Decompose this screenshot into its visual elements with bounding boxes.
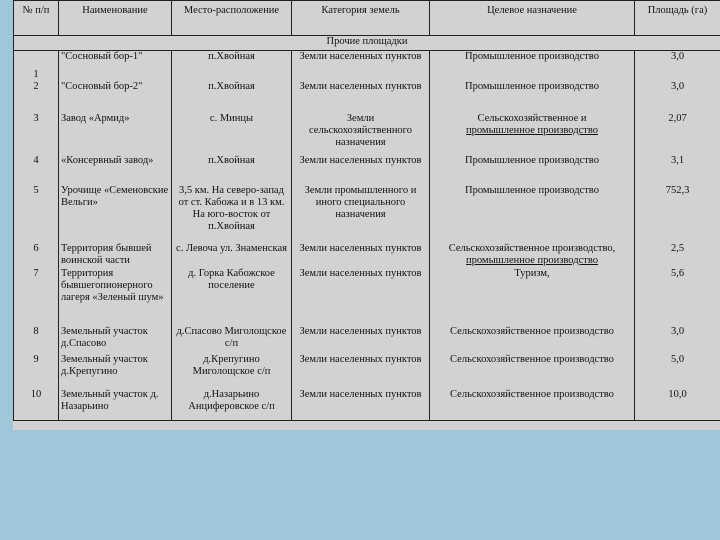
row-area: 10,0 bbox=[635, 389, 720, 421]
document-sheet bbox=[13, 0, 720, 430]
header-location: Место-расположение bbox=[172, 1, 292, 36]
row-location: д.Крепугино Миголощское с/п bbox=[172, 354, 292, 389]
row-purpose-line1: Сельскохозяйственное и bbox=[477, 112, 587, 124]
row-purpose bbox=[430, 243, 635, 268]
row-num: 1 bbox=[14, 51, 59, 81]
row-location: д. Горка Кабожское поселение bbox=[172, 268, 292, 326]
row-area: 2,07 bbox=[635, 113, 720, 155]
row-location: с. Левоча ул. Знаменская bbox=[172, 243, 292, 268]
row-name: "Сосновый бор-1" bbox=[59, 51, 172, 81]
header-category: Категория земель bbox=[292, 1, 430, 36]
row-purpose: Туризм, bbox=[430, 268, 635, 326]
header-purpose: Целевое назначение bbox=[430, 1, 635, 36]
row-num: 3 bbox=[14, 113, 59, 155]
row-category: Земли населенных пунктов bbox=[292, 155, 430, 185]
row-num: 9 bbox=[14, 354, 59, 389]
table-row bbox=[14, 243, 720, 268]
row-area: 2,5 bbox=[635, 243, 720, 268]
row-purpose: Промышленное производство bbox=[430, 81, 635, 113]
row-purpose: Промышленное производство bbox=[430, 185, 635, 243]
row-name: Территория бывшегопионерного лагеря «Зеленый шум» bbox=[59, 268, 172, 326]
table-row bbox=[14, 389, 720, 421]
table-row bbox=[14, 113, 720, 155]
row-location: п.Хвойная bbox=[172, 81, 292, 113]
row-num: 7 bbox=[14, 268, 59, 326]
land-plots-table bbox=[13, 0, 720, 421]
row-category: Земли населенных пунктов bbox=[292, 326, 430, 354]
row-num: 5 bbox=[14, 185, 59, 243]
row-location: п.Хвойная bbox=[172, 51, 292, 81]
row-name: Земельный участок д.Спасово bbox=[59, 326, 172, 354]
row-num: 10 bbox=[14, 389, 59, 421]
row-purpose-line2: промышленное производство bbox=[466, 254, 598, 266]
header-num: № п/п bbox=[14, 1, 59, 36]
row-purpose bbox=[430, 113, 635, 155]
table-row bbox=[14, 326, 720, 354]
header-area: Площадь (га) bbox=[635, 1, 720, 36]
row-category: Земли населенных пунктов bbox=[292, 389, 430, 421]
section-title: Прочие площадки bbox=[14, 36, 720, 51]
table-row bbox=[14, 185, 720, 243]
table-row bbox=[14, 268, 720, 326]
row-area: 5,0 bbox=[635, 354, 720, 389]
row-purpose: Сельскохозяйственное производство bbox=[430, 326, 635, 354]
row-location: п.Хвойная bbox=[172, 155, 292, 185]
row-name: "Сосновый бор-2" bbox=[59, 81, 172, 113]
row-location: с. Минцы bbox=[172, 113, 292, 155]
row-num: 8 bbox=[14, 326, 59, 354]
header-row bbox=[14, 1, 720, 36]
row-name: Урочище «Семеновские Вельги» bbox=[59, 185, 172, 243]
row-purpose: Сельскохозяйственное производство bbox=[430, 354, 635, 389]
row-location: д.Назарьино Анциферовское с/п bbox=[172, 389, 292, 421]
table-row bbox=[14, 155, 720, 185]
row-num: 6 bbox=[14, 243, 59, 268]
row-area: 5,6 bbox=[635, 268, 720, 326]
header-name: Наименование bbox=[59, 1, 172, 36]
row-category: Земли населенных пунктов bbox=[292, 81, 430, 113]
row-name: «Консервный завод» bbox=[59, 155, 172, 185]
row-area: 3,0 bbox=[635, 81, 720, 113]
row-location: д.Спасово Миголощское с/п bbox=[172, 326, 292, 354]
table-row bbox=[14, 51, 720, 81]
row-purpose: Промышленное производство bbox=[430, 155, 635, 185]
row-area: 3,0 bbox=[635, 326, 720, 354]
row-area: 3,1 bbox=[635, 155, 720, 185]
row-purpose-line1: Сельскохозяйственное производство, bbox=[448, 242, 616, 254]
row-category: Земли населенных пунктов bbox=[292, 243, 430, 268]
section-row bbox=[14, 36, 720, 51]
row-category: Земли населенных пунктов bbox=[292, 268, 430, 326]
row-category: Земли сельскохозяйственного назначения bbox=[292, 113, 430, 155]
row-category: Земли населенных пунктов bbox=[292, 354, 430, 389]
row-purpose: Сельскохозяйственное производство bbox=[430, 389, 635, 421]
row-purpose-line2: промышленное производство bbox=[466, 124, 598, 136]
table-row bbox=[14, 354, 720, 389]
row-category: Земли населенных пунктов bbox=[292, 51, 430, 81]
row-name: Завод «Армид» bbox=[59, 113, 172, 155]
row-area: 752,3 bbox=[635, 185, 720, 243]
row-name: Земельный участок д. Назарьино bbox=[59, 389, 172, 421]
row-purpose: Промышленное производство bbox=[430, 51, 635, 81]
row-area: 3,0 bbox=[635, 51, 720, 81]
table-row bbox=[14, 81, 720, 113]
row-name: Территория бывшей воинской части bbox=[59, 243, 172, 268]
row-location: 3,5 км. На северо-запад от ст. Кабожа и в 13 км. На юго-восток от п.Хвойная bbox=[172, 185, 292, 243]
row-num: 2 bbox=[14, 81, 59, 113]
row-category: Земли промышленного и иного специального назначения bbox=[292, 185, 430, 243]
row-num: 4 bbox=[14, 155, 59, 185]
row-name: Земельный участок д.Крепугино bbox=[59, 354, 172, 389]
